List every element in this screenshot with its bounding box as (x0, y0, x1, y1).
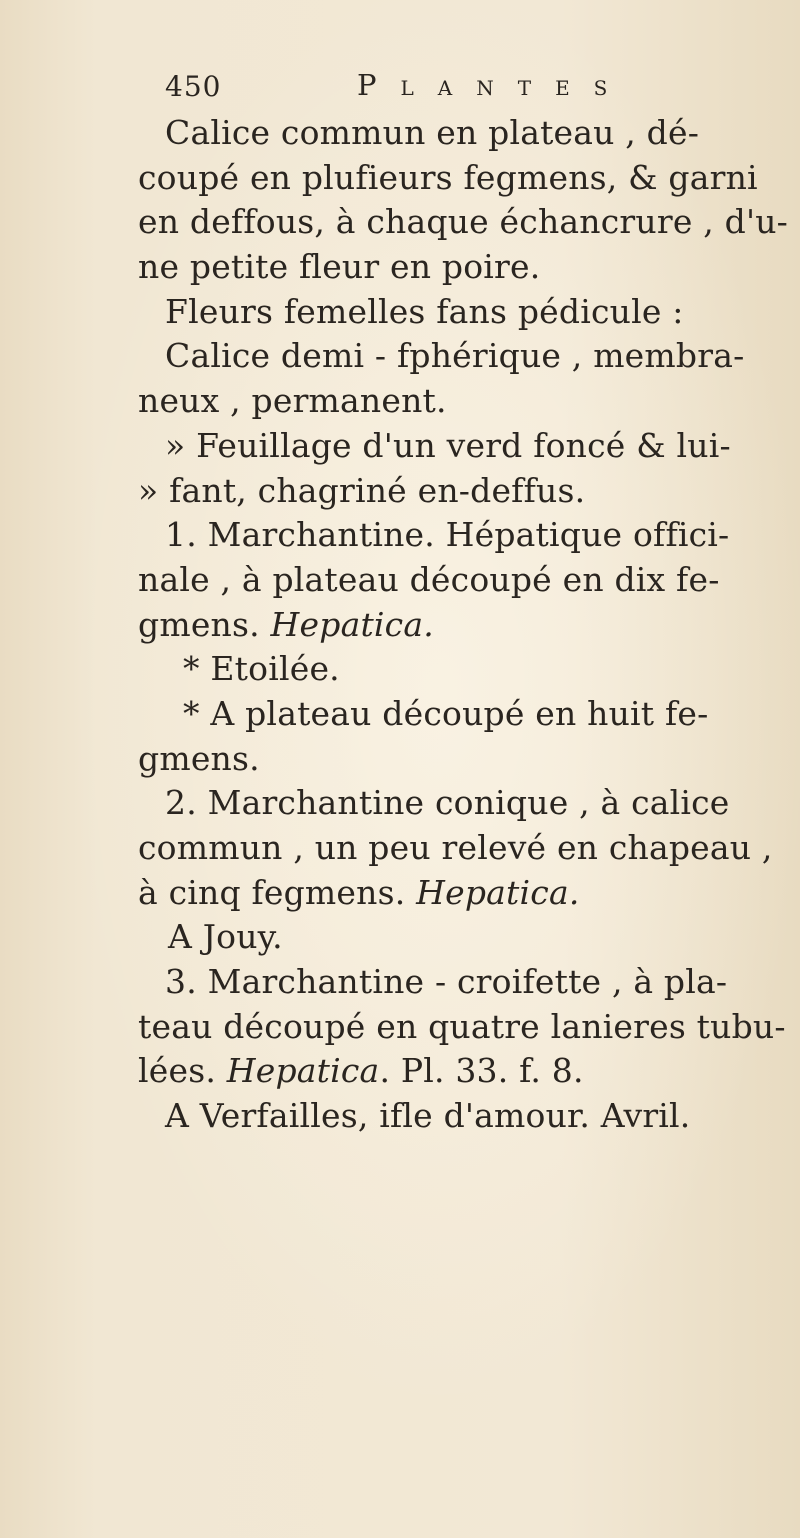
latin-name: Hepatica. (416, 872, 580, 912)
text-fragment: lées. (138, 1051, 217, 1091)
text-line: Fleurs femelles fans pédicule : (165, 291, 684, 331)
text-line: 2. Marchantine conique , à calice (165, 783, 730, 823)
text-line: en deffous, à chaque échancrure , d'u- (138, 202, 789, 242)
page-header (0, 70, 800, 110)
text-line: neux , permanent. (138, 381, 447, 421)
latin-name: Hepatica. (270, 604, 434, 644)
text-line: 1. Marchantine. Hépatique offici- (165, 515, 730, 555)
text-line: A Verfailles, ifle d'amour. Avril. (165, 1096, 691, 1136)
text-line: * A plateau découpé en huit fe- (183, 693, 709, 733)
text-line: 3. Marchantine - croifette , à pla- (165, 962, 728, 1002)
text-line: Calice demi - fphérique , membra- (165, 336, 745, 376)
text-line: » Feuillage d'un verd foncé & lui- (165, 425, 731, 465)
body-text (138, 111, 789, 1139)
text-line: gmens. (138, 738, 260, 778)
text-line: teau découpé en quatre lanieres tubu- (138, 1006, 786, 1046)
text-line: nale , à plateau découpé en dix fe- (138, 559, 720, 599)
text-line: Calice commun en plateau , dé- (165, 113, 700, 152)
plate-reference: . Pl. 33. f. 8. (379, 1051, 584, 1091)
text-line (138, 1049, 778, 1094)
text-fragment: gmens. (138, 604, 260, 644)
latin-name: Hepatica (226, 1051, 380, 1091)
text-fragment: à cinq fegmens. (138, 872, 406, 912)
text-line: * Etoilée. (183, 649, 340, 689)
text-line: A Jouy. (168, 917, 283, 957)
text-line (138, 603, 778, 648)
running-head: Plantes (357, 68, 632, 102)
text-line: ne petite fleur en poire. (138, 247, 541, 287)
page-number: 450 (165, 70, 222, 103)
text-line: coupé en plufieurs fegmens, & garni (138, 157, 758, 197)
text-line: commun , un peu relevé en chapeau , (138, 828, 773, 867)
text-line: » fant, chagriné en-deffus. (138, 470, 586, 510)
text-line (138, 871, 778, 916)
